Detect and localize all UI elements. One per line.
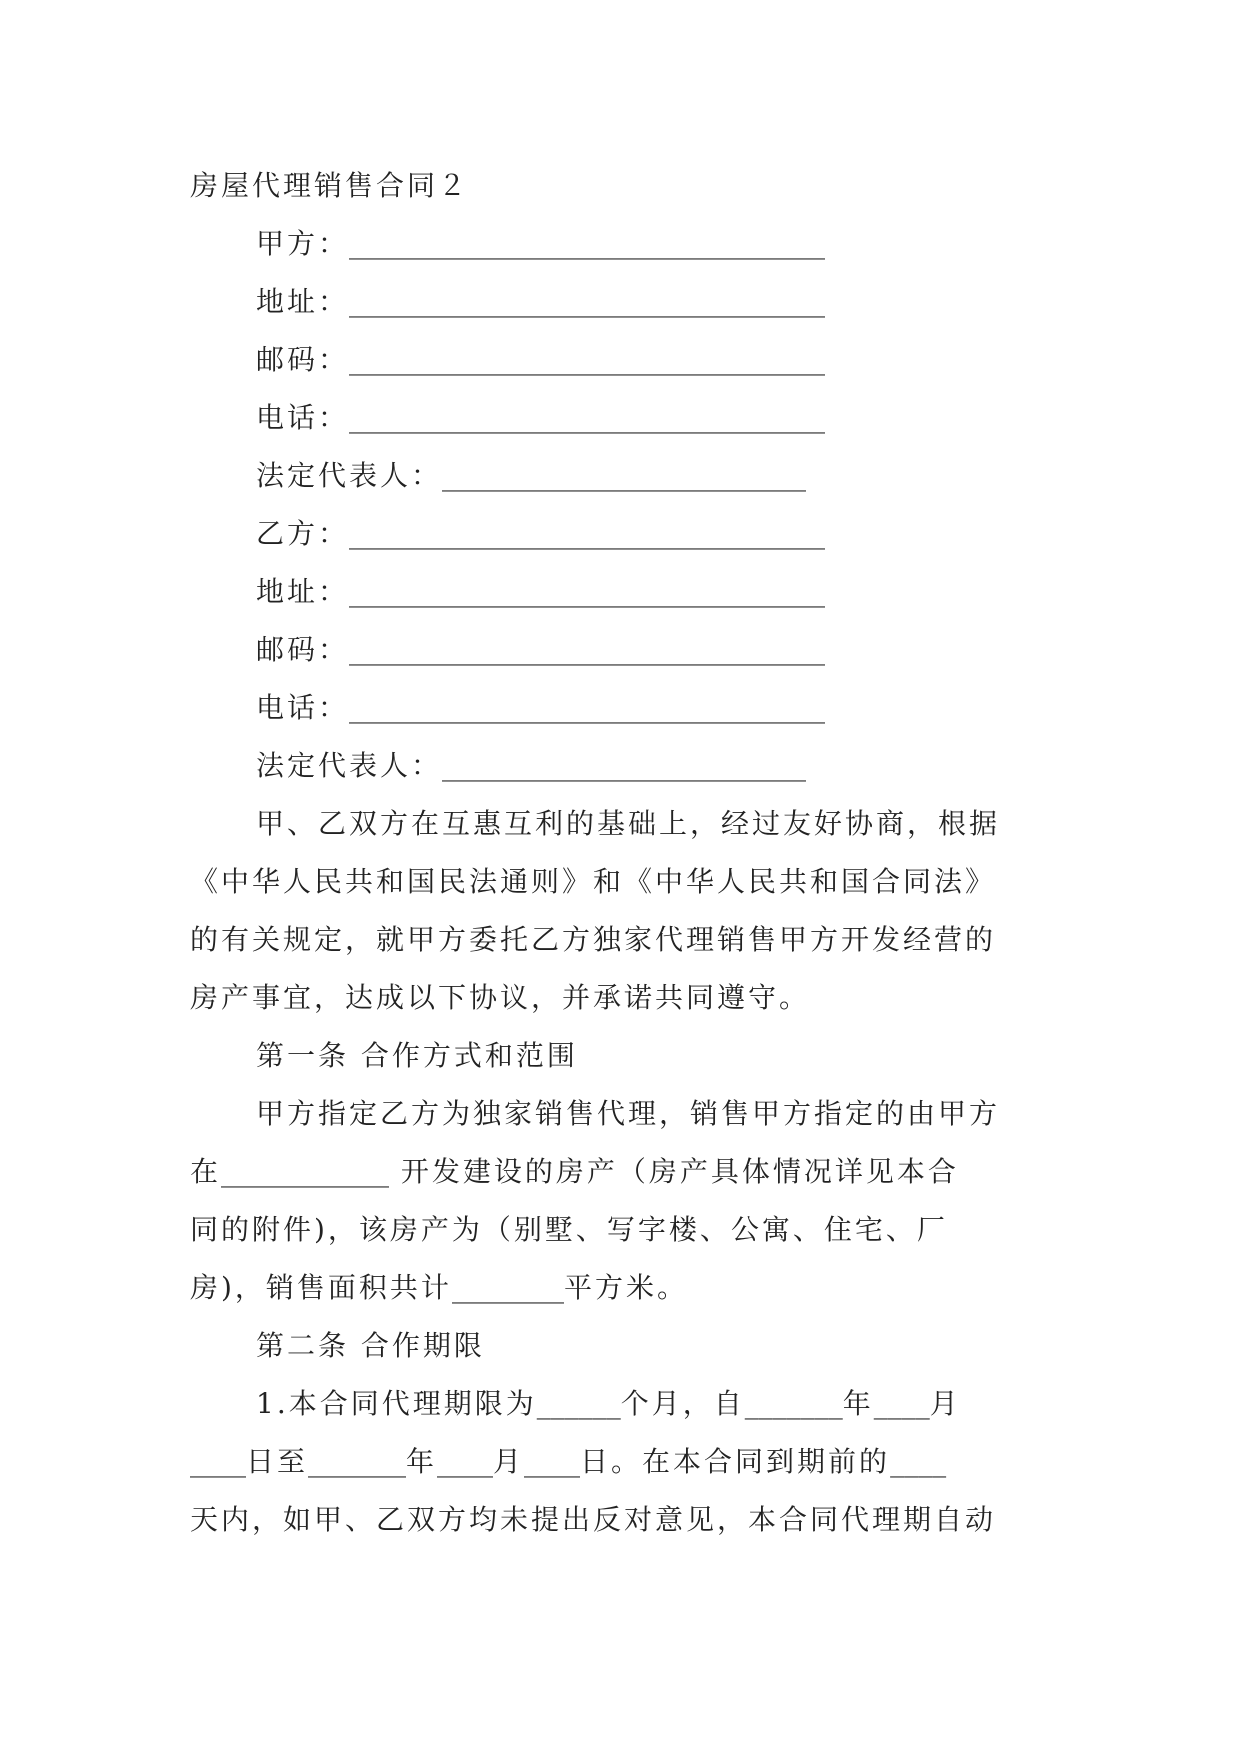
party-b-rep-label: 法定代表人： — [256, 749, 443, 782]
party-a-address-label: 地址： — [256, 285, 350, 318]
preamble-line: 房产事宜，达成以下协议，并承诺共同遵守。 — [190, 981, 811, 1014]
article-2-text: 1.本合同代理期限为 — [256, 1387, 537, 1420]
article-1-line: 甲方指定乙方为独家销售代理，销售甲方指定的由甲方 — [256, 1097, 1001, 1130]
party-a-name-label: 甲方： — [256, 227, 350, 260]
article-1-text: 平方米。 — [563, 1271, 688, 1304]
notice-days-blank: ____ — [890, 1445, 947, 1478]
area-blank: ________ — [451, 1271, 564, 1304]
document-title — [190, 157, 1065, 215]
article-2-line — [190, 1433, 1065, 1491]
end-month-blank: ____ — [437, 1445, 494, 1478]
preamble-line: 《中华人民共和国民法通则》和《中华人民共和国合同法》 — [190, 865, 997, 898]
article-2-heading — [190, 1317, 1065, 1375]
article-1-line — [190, 1143, 1065, 1201]
article-2-text: 个月，自 — [620, 1387, 745, 1420]
article-2-text: 日至 — [246, 1445, 309, 1478]
party-a-postcode-blank: __________________________________ — [349, 343, 826, 376]
article-1-text: 房)，销售面积共计 — [190, 1271, 452, 1304]
document-body — [190, 157, 1065, 1549]
party-b-postcode-field — [190, 621, 1065, 679]
party-b-rep-field — [190, 737, 1065, 795]
start-day-blank: ____ — [190, 1445, 246, 1478]
party-b-address-label: 地址： — [256, 575, 350, 608]
article-1-paragraph — [190, 1085, 1065, 1317]
party-a-rep-label: 法定代表人： — [256, 459, 443, 492]
party-b-address-field — [190, 563, 1065, 621]
party-b-name-label: 乙方： — [256, 517, 350, 550]
party-a-name-blank: __________________________________ — [349, 227, 826, 260]
party-b-name-blank: __________________________________ — [349, 517, 826, 550]
party-a-postcode-label: 邮码： — [256, 343, 350, 376]
party-a-address-blank: __________________________________ — [349, 285, 826, 318]
party-a-phone-blank: __________________________________ — [349, 401, 826, 434]
article-2-text: 月 — [493, 1445, 525, 1478]
preamble-line: 的有关规定，就甲方委托乙方独家代理销售甲方开发经营的 — [190, 923, 997, 956]
article-2-heading-text: 第二条 合作期限 — [256, 1329, 485, 1362]
preamble-line: 甲、乙双方在互惠互利的基础上，经过友好协商，根据 — [256, 807, 1001, 840]
preamble-paragraph — [190, 795, 1065, 1027]
party-b-phone-blank: __________________________________ — [349, 691, 826, 724]
party-a-phone-label: 电话： — [256, 401, 350, 434]
article-1-text: 在 — [190, 1155, 222, 1188]
start-month-blank: ____ — [873, 1387, 930, 1420]
party-a-phone-field — [190, 389, 1065, 447]
article-1-heading — [190, 1027, 1065, 1085]
party-a-rep-field — [190, 447, 1065, 505]
location-blank: ____________ — [221, 1155, 390, 1188]
end-year-blank: _______ — [308, 1445, 407, 1478]
article-2-line — [190, 1375, 1065, 1433]
article-2-text: 年 — [406, 1445, 438, 1478]
article-1-heading-text: 第一条 合作方式和范围 — [256, 1039, 578, 1072]
party-b-postcode-blank: __________________________________ — [349, 633, 826, 666]
party-b-phone-label: 电话： — [256, 691, 350, 724]
start-year-blank: _______ — [744, 1387, 843, 1420]
months-blank: ______ — [536, 1387, 621, 1420]
end-day-blank: ____ — [524, 1445, 581, 1478]
article-2-text: 年 — [842, 1387, 874, 1420]
party-a-postcode-field — [190, 331, 1065, 389]
article-2-text: 月 — [929, 1387, 961, 1420]
article-1-line — [190, 1259, 1065, 1317]
party-a-rep-blank: __________________________ — [442, 459, 807, 492]
party-b-phone-field — [190, 679, 1065, 737]
title-text: 房屋代理销售合同２ — [190, 169, 470, 202]
article-1-line: 同的附件)，该房产为（别墅、写字楼、公寓、住宅、厂 — [190, 1213, 948, 1246]
party-b-address-blank: __________________________________ — [349, 575, 826, 608]
article-2-text: 日。在本合同到期前的 — [580, 1445, 891, 1478]
article-2-paragraph — [190, 1375, 1065, 1549]
party-b-postcode-label: 邮码： — [256, 633, 350, 666]
article-1-text: 开发建设的房产（房产具体情况详见本合 — [400, 1155, 959, 1188]
party-a-address-field — [190, 273, 1065, 331]
party-b-name-field — [190, 505, 1065, 563]
party-a-name-field — [190, 215, 1065, 273]
article-2-line: 天内，如甲、乙双方均未提出反对意见，本合同代理期自动 — [190, 1503, 997, 1536]
party-b-rep-blank: __________________________ — [442, 749, 807, 782]
